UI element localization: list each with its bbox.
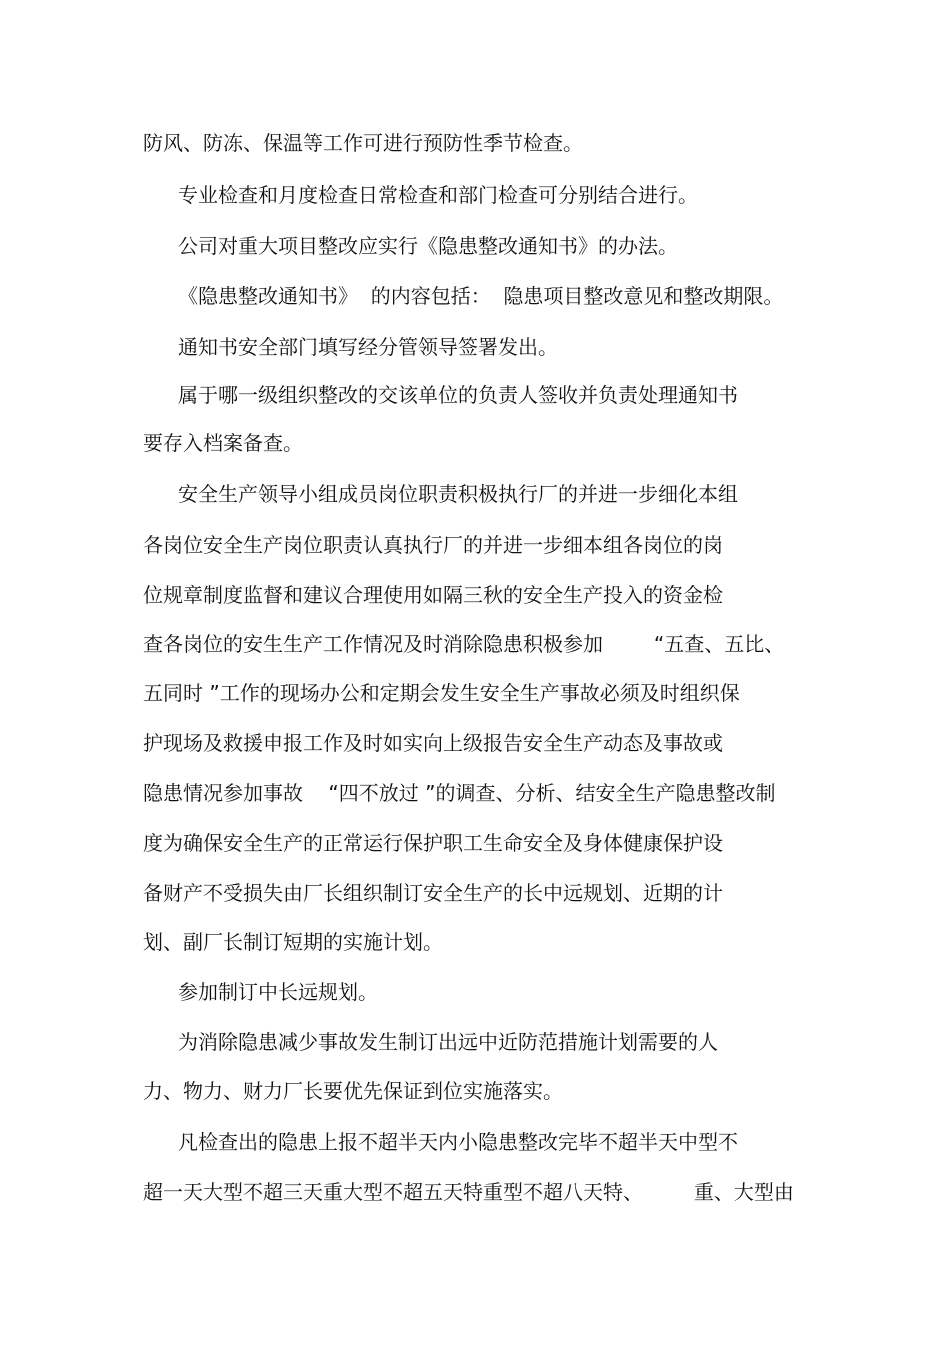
body-text-line: 度为确保安全生产的正常运行保护职工生命安全及身体健康保护设 (143, 831, 723, 855)
body-text-line: 安全生产领导小组成员岗位职责积极执行厂的并进一步细化本组 (178, 482, 738, 506)
body-text-line: 专业检查和月度检查日常检查和部门检查可分别结合进行。 (178, 183, 698, 207)
body-text-line: 超一天大型不超三天重大型不超五天特重型不超八天特、 重、大型由 (143, 1180, 794, 1204)
body-text-line: 为消除隐患减少事故发生制订出远中近防范措施计划需要的人 (178, 1030, 718, 1054)
body-text-line: 划、副厂长制订短期的实施计划。 (143, 930, 443, 954)
body-text-line: 《隐患整改通知书》 的内容包括： 隐患项目整改意见和整改期限。 (178, 284, 784, 308)
body-text-line: 护现场及救援申报工作及时如实向上级报告安全生产动态及事故或 (143, 731, 723, 755)
body-text-line: 位规章制度监督和建议合理使用如隔三秋的安全生产投入的资金检 (143, 583, 723, 607)
body-text-line: 力、物力、财力厂长要优先保证到位实施落实。 (143, 1079, 563, 1103)
body-text-line: 参加制订中长远规划。 (178, 980, 378, 1004)
body-text-line: 隐患情况参加事故 “四不放过 ”的调查、分析、结安全生产隐患整改制 (143, 781, 776, 805)
body-text-line: 防风、防冻、保温等工作可进行预防性季节检查。 (143, 131, 583, 155)
body-text-line: 属于哪一级组织整改的交该单位的负责人签收并负责处理通知书 (178, 383, 738, 407)
body-text-line: 查各岗位的安生生产工作情况及时消除隐患积极参加 “五查、五比、 (143, 632, 785, 656)
body-text-line: 通知书安全部门填写经分管领导签署发出。 (178, 335, 558, 359)
body-text-line: 五同时 ”工作的现场办公和定期会发生安全生产事故必须及时组织保 (143, 681, 740, 705)
body-text-line: 凡检查出的隐患上报不超半天内小隐患整改完毕不超半天中型不 (178, 1130, 738, 1154)
body-text-line: 公司对重大项目整改应实行《隐患整改通知书》的办法。 (178, 234, 678, 258)
body-text-line: 备财产不受损失由厂长组织制订安全生产的长中远规划、近期的计 (143, 881, 723, 905)
body-text-line: 各岗位安全生产岗位职责认真执行厂的并进一步细本组各岗位的岗 (143, 533, 723, 557)
body-text-line: 要存入档案备查。 (143, 431, 303, 455)
